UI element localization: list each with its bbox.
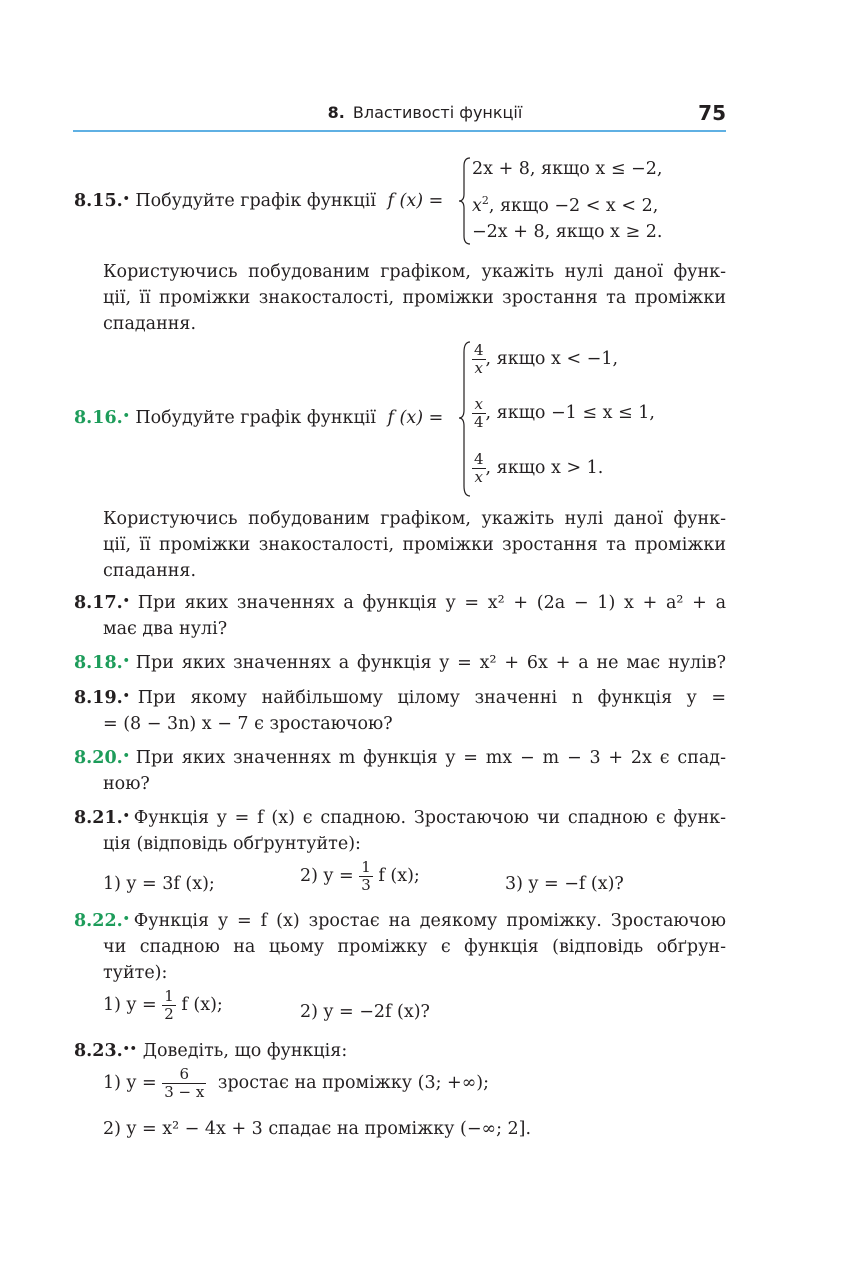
problem-line: Функція y = f (x) зростає на деякому проміжку. Зростаючою: [133, 911, 726, 931]
problem-line: має два нулі?: [103, 619, 228, 639]
case-line-1: $\frac{4}{x}$ , якщо x < −1,: [474, 341, 619, 377]
case-line-3: $\frac{4}{x}$ , якщо x > 1.: [474, 450, 604, 486]
paragraph-line: спадання.: [103, 314, 197, 334]
problem-8-18: [74, 650, 726, 676]
case-line-1: 2x + 8, якщо x ≤ −2,: [472, 159, 663, 179]
problem-line: ція (відповідь обґрунтуйте):: [103, 834, 361, 854]
paragraph-line: ції, її проміжки знакосталості, проміжки зростання та проміжки: [103, 288, 726, 308]
option-2: 2) y = x² − 4x + 3 спадає на проміжку (−∞; 2].: [103, 1119, 532, 1139]
problem-line: При яких значеннях a функція y = x² + (2a − 1) x + a² + a: [137, 593, 726, 613]
option-1: 1) y = $\frac{6}{3 - x}$ зростає на проміжку (3; +∞);: [103, 1065, 490, 1101]
problem-8-22: [74, 908, 726, 934]
function-label: f (x) =: [387, 408, 444, 428]
problem-lead: Побудуйте графік функції: [135, 408, 376, 428]
problem-line: При якому найбільшому цілому значенні n функція y =: [137, 688, 726, 708]
problem-number: 8.22.•: [74, 911, 130, 931]
problem-number: 8.20.•: [74, 748, 130, 768]
problem-number: 8.15.•: [74, 191, 130, 211]
problem-line: = (8 − 3n) x − 7 є зростаючою?: [103, 714, 393, 734]
problem-line: При яких значеннях m функція y = mx − m − 3 + 2x є спад-: [135, 748, 726, 768]
problem-number: 8.23.••: [74, 1041, 137, 1061]
page-number: 75: [698, 101, 726, 125]
option-3: 3) y = −f (x)?: [505, 874, 624, 894]
problem-number: 8.17.•: [74, 593, 130, 613]
section-title: Властивості функції: [352, 103, 523, 122]
problem-lead: Побудуйте графік функції: [135, 191, 376, 211]
problem-line: Доведіть, що функція:: [142, 1041, 348, 1061]
problem-number: 8.19.•: [74, 688, 130, 708]
option-1: 1) y = 3f (x);: [103, 874, 215, 894]
problem-8-15-lead: [74, 188, 443, 214]
problem-8-17: [74, 590, 726, 616]
paragraph-line: ції, її проміжки знакосталості, проміжки зростання та проміжки: [103, 535, 726, 555]
problem-line: чи спадною на цьому проміжку є функція (відповідь обґрун-: [103, 937, 726, 957]
problem-line: туйте):: [103, 963, 168, 983]
header-rule: [73, 130, 726, 132]
problem-8-23: [74, 1038, 347, 1064]
case-line-2: $x^2$, якщо −2 < x < 2,: [472, 194, 659, 216]
problem-8-20: [74, 745, 726, 771]
problem-line: ною?: [103, 774, 150, 794]
case-line-3: −2x + 8, якщо x ≥ 2.: [472, 222, 663, 242]
problem-8-19: [74, 685, 726, 711]
problem-number: 8.21.•: [74, 808, 130, 828]
problem-number: 8.18.•: [74, 653, 130, 673]
section-number: 8.: [327, 103, 345, 122]
paragraph-line: спадання.: [103, 561, 197, 581]
paragraph-line: Користуючись побудованим графіком, укажіть нулі даної функ-: [103, 262, 726, 282]
problem-8-21: [74, 805, 726, 831]
problem-8-16-lead: [74, 405, 443, 431]
option-2: 2) y = −2f (x)?: [300, 1002, 430, 1022]
option-1: 1) y = $\frac{1}{2}$ f (x);: [103, 987, 223, 1023]
case-line-2: $\frac{x}{4}$ , якщо −1 ≤ x ≤ 1,: [474, 395, 655, 431]
function-label: f (x) =: [387, 191, 444, 211]
problem-line: При яких значеннях a функція y = x² + 6x + a не має нулів?: [135, 653, 726, 673]
problem-line: Функція y = f (x) є спадною. Зростаючою чи спадною є функ-: [133, 808, 726, 828]
curly-brace: [458, 340, 472, 498]
problem-number: 8.16.•: [74, 408, 130, 428]
paragraph-line: Користуючись побудованим графіком, укажіть нулі даної функ-: [103, 509, 726, 529]
option-2: 2) y = $\frac{1}{3}$ f (x);: [300, 858, 420, 894]
curly-brace: [458, 156, 472, 246]
